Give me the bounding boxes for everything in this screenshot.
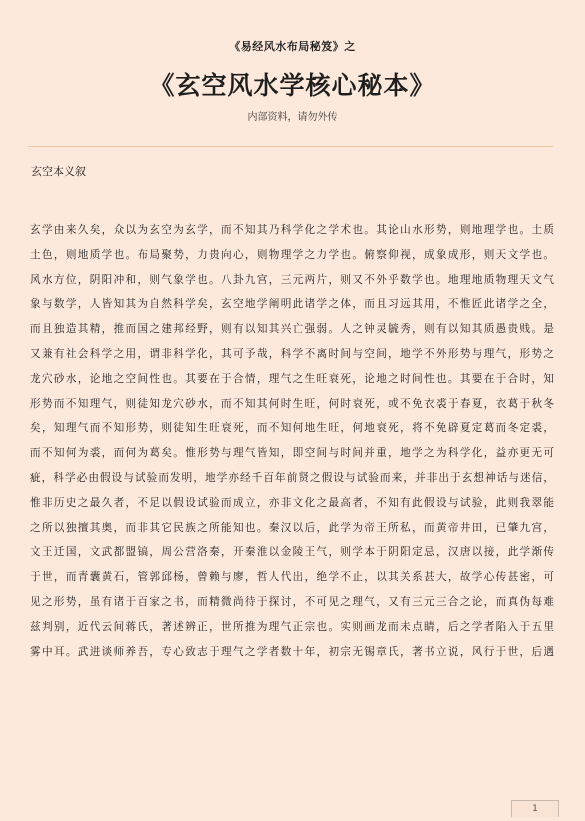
- text-line: 而不知何为裘，而何为葛矣。惟形势与理气皆知，即空间与时间并重，地学之为科学化，益亦更无可: [30, 447, 554, 460]
- text-line: 象与数学，人皆知其为自然科学矣，玄空地学阐明此诸学之体，而且习远其用，不惟匠此诸学之全，: [30, 298, 554, 311]
- text-line: 又兼有社会科学之用，谓非科学化，其可予哉，科学不离时间与空间，地学不外形势与理气，形势之: [30, 347, 554, 360]
- body-text: [30, 218, 554, 778]
- text-line: 矣，知理气而不知形势，则徒知生旺衰死，而不知何地生旺，何地衰死，将不免辟夏定葛而冬定裘，: [30, 422, 554, 435]
- text-line: 见之形势，虽有诸于百家之书，而精微尚待于探讨，不可见之理气，又有三元三合之论，而真伪每难: [30, 595, 554, 608]
- page-title: 《玄空风水学核心秘本》: [149, 71, 436, 100]
- text-line: 兹判别，近代云间蒋氏，著述辨正，世所推为理气正宗也。实则画龙而未点睛，后之学者陷入于五里: [30, 620, 554, 633]
- series-title: 《易经风水布局秘笈》之: [229, 40, 356, 53]
- text-line: 疵，科学必由假设与试验而发明，地学亦经千百年前贤之假设与试验而来，并非出于玄想神话与迷信，: [30, 471, 554, 484]
- text-line: 于世，而青囊黄石，管郭邱杨，曾赖与廖，哲人代出，绝学不止，以其关系甚大，故学心传甚密，可: [30, 571, 554, 584]
- text-line: 形势而不知理气，则徒知龙穴砂水，而不知其何时生旺，何时衰死，或不免衣裘于春夏，衣葛于秋冬: [30, 397, 554, 410]
- text-line: 风水方位，阴阳冲和，则气象学也。八卦九宫，三元两片，则又不外乎数学也。地理地质物理天文气: [30, 273, 554, 286]
- text-line: 惟非历史之最久者，不足以假设试验而成立，亦非文化之最高者，不知有此假设与试验，此则我翠能: [30, 496, 554, 509]
- text-line: 而且独造其精，推而国之建邦经野，则有以知其兴亡强弱。人之钟灵毓秀，则有以知其质愚贵贱。是: [30, 323, 554, 336]
- section-heading: 玄空本义叙: [31, 165, 86, 178]
- header-divider: [28, 146, 553, 147]
- text-line: 玄学由来久矣，众以为玄空为玄学，而不知其乃科学化之学术也。其论山水形势，则地理学也。土质: [30, 224, 554, 236]
- page-number: 1: [511, 800, 559, 817]
- text-line: 龙穴砂水，论地之空间性也。其要在于合情，理气之生旺衰死，论地之时间性也。其要在于合时，知: [30, 372, 554, 385]
- text-line: 土色，则地质学也。布局聚势，力贵向心，则物理学之力学也。俯察仰视，成象成形，则天文学也。: [30, 248, 554, 261]
- confidential-note: 内部资料，请勿外传: [247, 112, 338, 123]
- text-line: 文王迁国，文武都盟镐，周公营洛秦，开秦淮以金陵王气，则学本于阴阳定忌，汉唐以接，此学渐传: [30, 546, 554, 559]
- text-line: 之所以独擅其奥，而非其它民族之所能知也。秦汉以后，此学为帝王所私，而黄帝井田，已肇九宫，: [30, 521, 554, 534]
- text-line: 雾中耳。武进谈师养吾，专心致志于理气之学者数十年，初宗无锡章氏，著书立说，风行于世，后遇: [30, 645, 554, 658]
